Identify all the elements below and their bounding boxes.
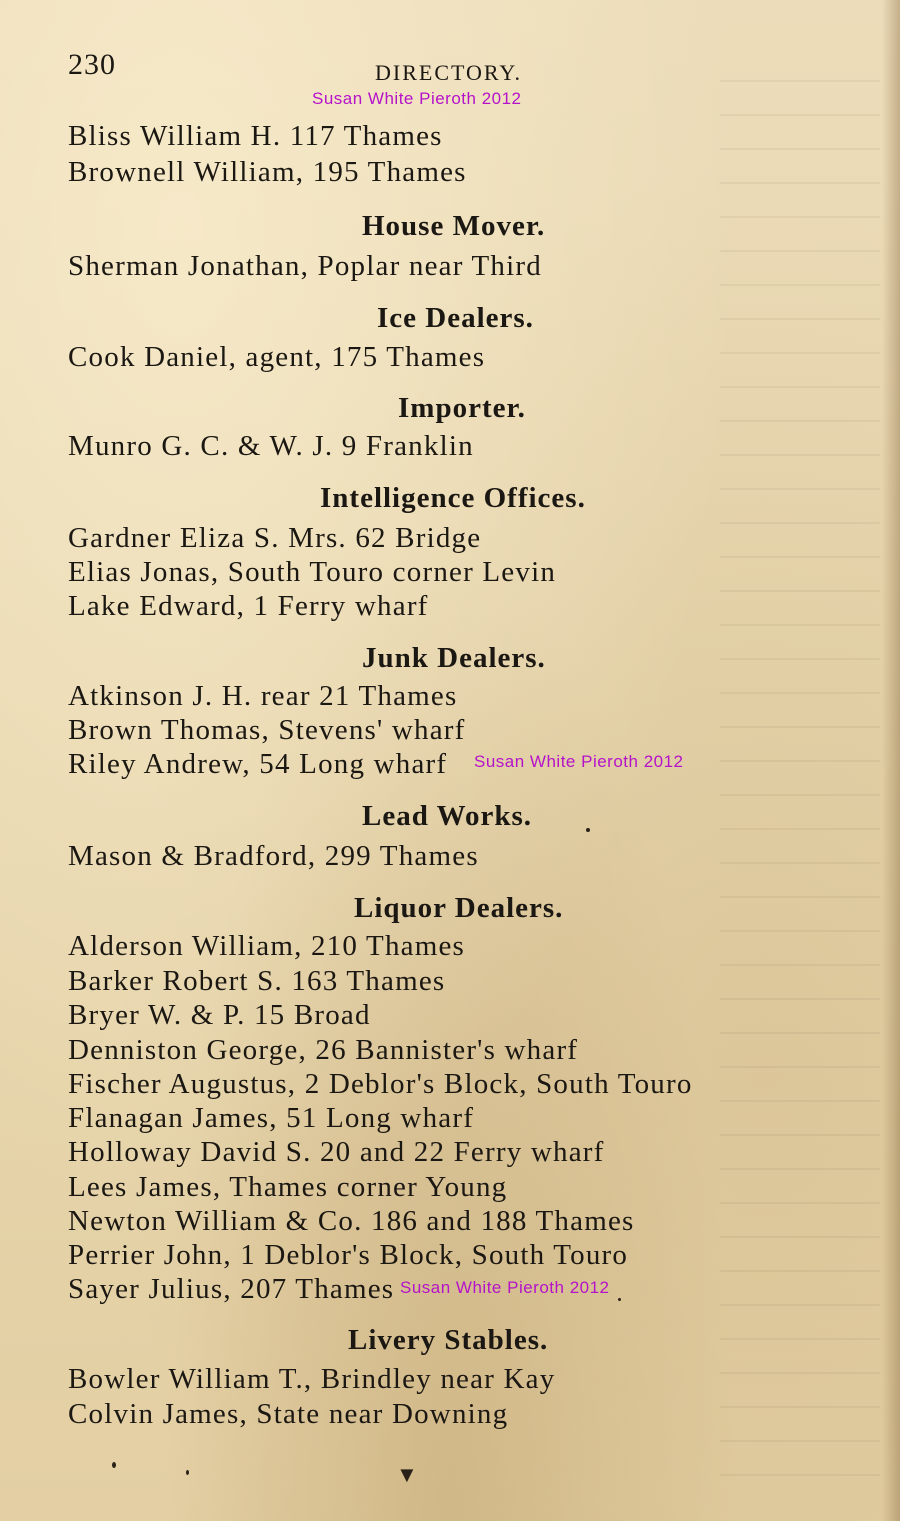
directory-entry: Brownell William, 195 Thames — [68, 156, 467, 188]
directory-entry: Atkinson J. H. rear 21 Thames — [68, 680, 458, 712]
directory-entry: Bryer W. & P. 15 Broad — [68, 999, 371, 1031]
directory-entry: Brown Thomas, Stevens' wharf — [68, 714, 466, 746]
page-number: 230 — [68, 48, 116, 81]
section-heading: Lead Works. — [362, 800, 533, 832]
directory-entry: Munro G. C. & W. J. 9 Franklin — [68, 430, 474, 462]
section-heading: House Mover. — [362, 210, 546, 242]
directory-entry: Barker Robert S. 163 Thames — [68, 965, 446, 997]
directory-entry: Lees James, Thames corner Young — [68, 1171, 508, 1203]
directory-entry: Riley Andrew, 54 Long wharf — [68, 748, 448, 780]
ink-speck — [618, 1298, 621, 1301]
ink-speck — [112, 1462, 116, 1468]
printer-ornament-mark: ▼ — [396, 1462, 418, 1487]
section-heading: Intelligence Offices. — [320, 482, 586, 514]
directory-entry: Mason & Bradford, 299 Thames — [68, 840, 479, 872]
section-heading: Liquor Dealers. — [354, 892, 564, 924]
directory-entry: Elias Jonas, South Touro corner Levin — [68, 556, 557, 588]
directory-entry: Cook Daniel, agent, 175 Thames — [68, 341, 486, 373]
directory-entry: Bliss William H. 117 Thames — [68, 120, 443, 152]
directory-entry: Flanagan James, 51 Long wharf — [68, 1102, 475, 1134]
directory-entry: Alderson William, 210 Thames — [68, 930, 466, 962]
directory-entry: Sayer Julius, 207 Thames — [68, 1273, 395, 1305]
directory-entry: Colvin James, State near Downing — [68, 1398, 509, 1430]
section-heading: Ice Dealers. — [377, 302, 534, 334]
directory-entry: Newton William & Co. 186 and 188 Thames — [68, 1205, 635, 1237]
watermark: Susan White Pieroth 2012 — [400, 1278, 610, 1297]
section-heading: Junk Dealers. — [362, 642, 546, 674]
ink-speck — [186, 1470, 189, 1475]
directory-entry: Bowler William T., Brindley near Kay — [68, 1363, 556, 1395]
directory-entry: Sherman Jonathan, Poplar near Third — [68, 250, 542, 282]
section-heading: Importer. — [398, 392, 526, 424]
directory-entry: Lake Edward, 1 Ferry wharf — [68, 590, 429, 622]
watermark: Susan White Pieroth 2012 — [474, 752, 684, 771]
directory-entry: Denniston George, 26 Bannister's wharf — [68, 1034, 579, 1066]
directory-entry: Fischer Augustus, 2 Deblor's Block, South Touro — [68, 1068, 693, 1100]
watermark: Susan White Pieroth 2012 — [312, 89, 522, 108]
section-heading: Livery Stables. — [348, 1324, 549, 1356]
show-through-text — [720, 80, 880, 1480]
page-edge-shadow — [882, 0, 900, 1521]
directory-entry: Perrier John, 1 Deblor's Block, South Touro — [68, 1239, 629, 1271]
ink-speck — [586, 828, 590, 832]
directory-entry: Gardner Eliza S. Mrs. 62 Bridge — [68, 522, 482, 554]
directory-entry: Holloway David S. 20 and 22 Ferry wharf — [68, 1136, 605, 1168]
running-head: DIRECTORY. — [375, 60, 522, 85]
